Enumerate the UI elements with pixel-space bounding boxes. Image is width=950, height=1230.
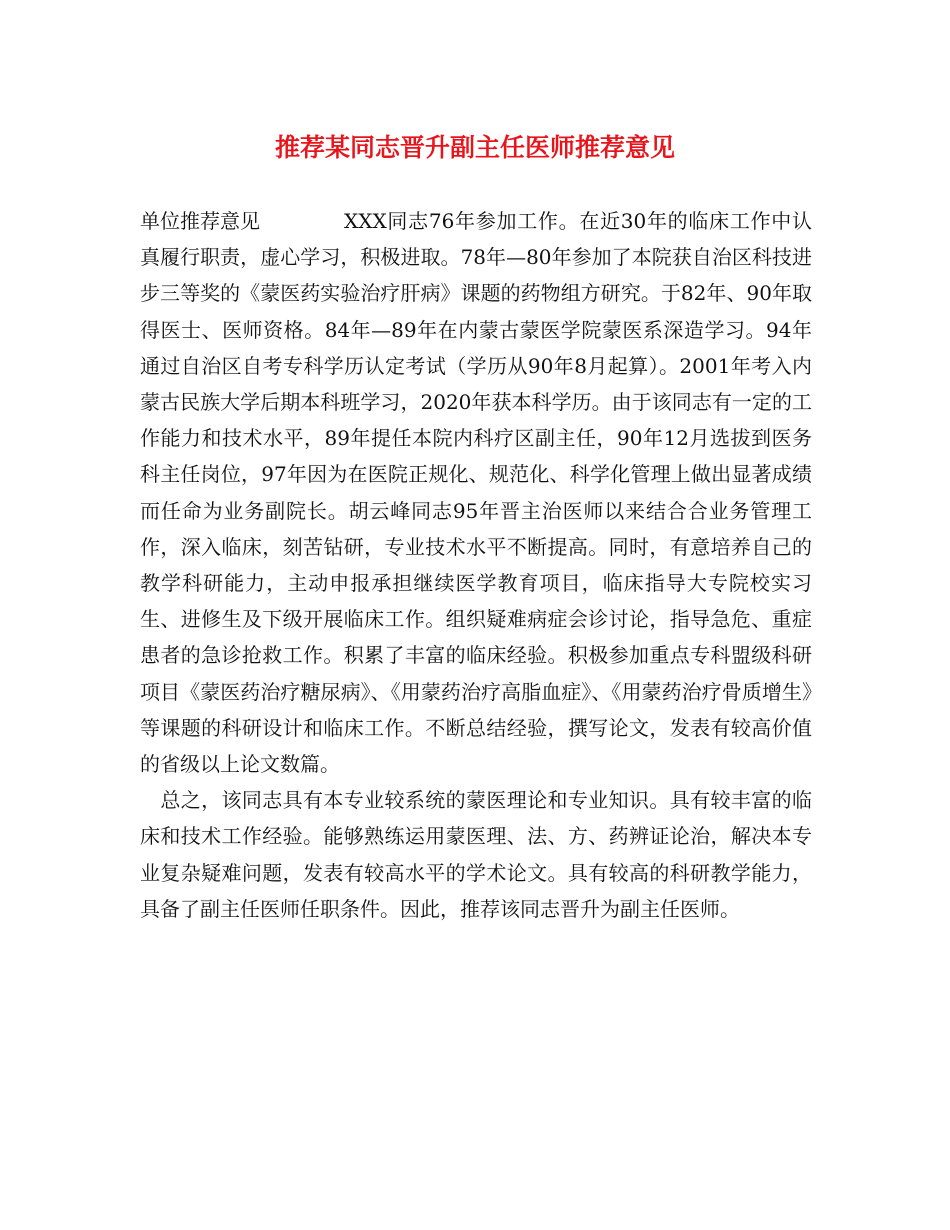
paragraph-1-text: XXX同志76年参加工作。在近30年的临床工作中认真履行职责，虚心学习，积极进取。78年—80年参加了本院获自治区科技进步三等奖的《蒙医药实验治疗肝病》课题的药物组方研究。于82年、90年取得医士、医师资格。84年—89年在内蒙古蒙医学院蒙医系深造学习。94年通过自治区自考专科学历认定考试（学历从90年8月起算）。2001年考入内蒙古民族大学后期本科班学习，2020年获本科学历。由于该同志有一定的工作能力和技术水平，89年提任本院内科疗区副主任，90年12月选拔到医务科主任岗位，97年因为在医院正规化、规范化、科学化管理上做出显著成绩而任命为业务副院长。胡云峰同志95年晋主治医师以来结合合业务管理工作，深入临床，刻苦钻研，专业技术水平不断提高。同时，有意培养自己的教学科研能力，主动申报承担继续医学教育项目，临床指导大专院校实习生、进修生及下级开展临床工作。组织疑难病症会诊讨论，指导急危、重症患者的急诊抢救工作。积累了丰富的临床经验。积极参加重点专科盟级科研项目《蒙医药治疗糖尿病》、《用蒙药治疗高脂血症》、《用蒙药治疗骨质增生》等课题的科研设计和临床工作。不断总结经验，撰写论文，发表有较高价值的省级以上论文数篇。 — [140, 209, 812, 777]
document-title: 推荐某同志晋升副主任医师推荐意见 — [274, 133, 675, 162]
paragraph-conclusion — [140, 782, 812, 927]
document-body — [140, 203, 812, 927]
section-label: 单位推荐意见 — [140, 209, 260, 233]
paragraph-recommendation — [140, 203, 812, 782]
paragraph-2-text: 总之，该同志具有本专业较系统的蒙医理论和专业知识。具有较丰富的临床和技术工作经验。能够熟练运用蒙医理、法、方、药辨证论治，解决本专业复杂疑难问题，发表有较高水平的学术论文。具有较高的科研教学能力，具备了副主任医师任职条件。因此，推荐该同志晋升为副主任医师。 — [140, 788, 812, 921]
